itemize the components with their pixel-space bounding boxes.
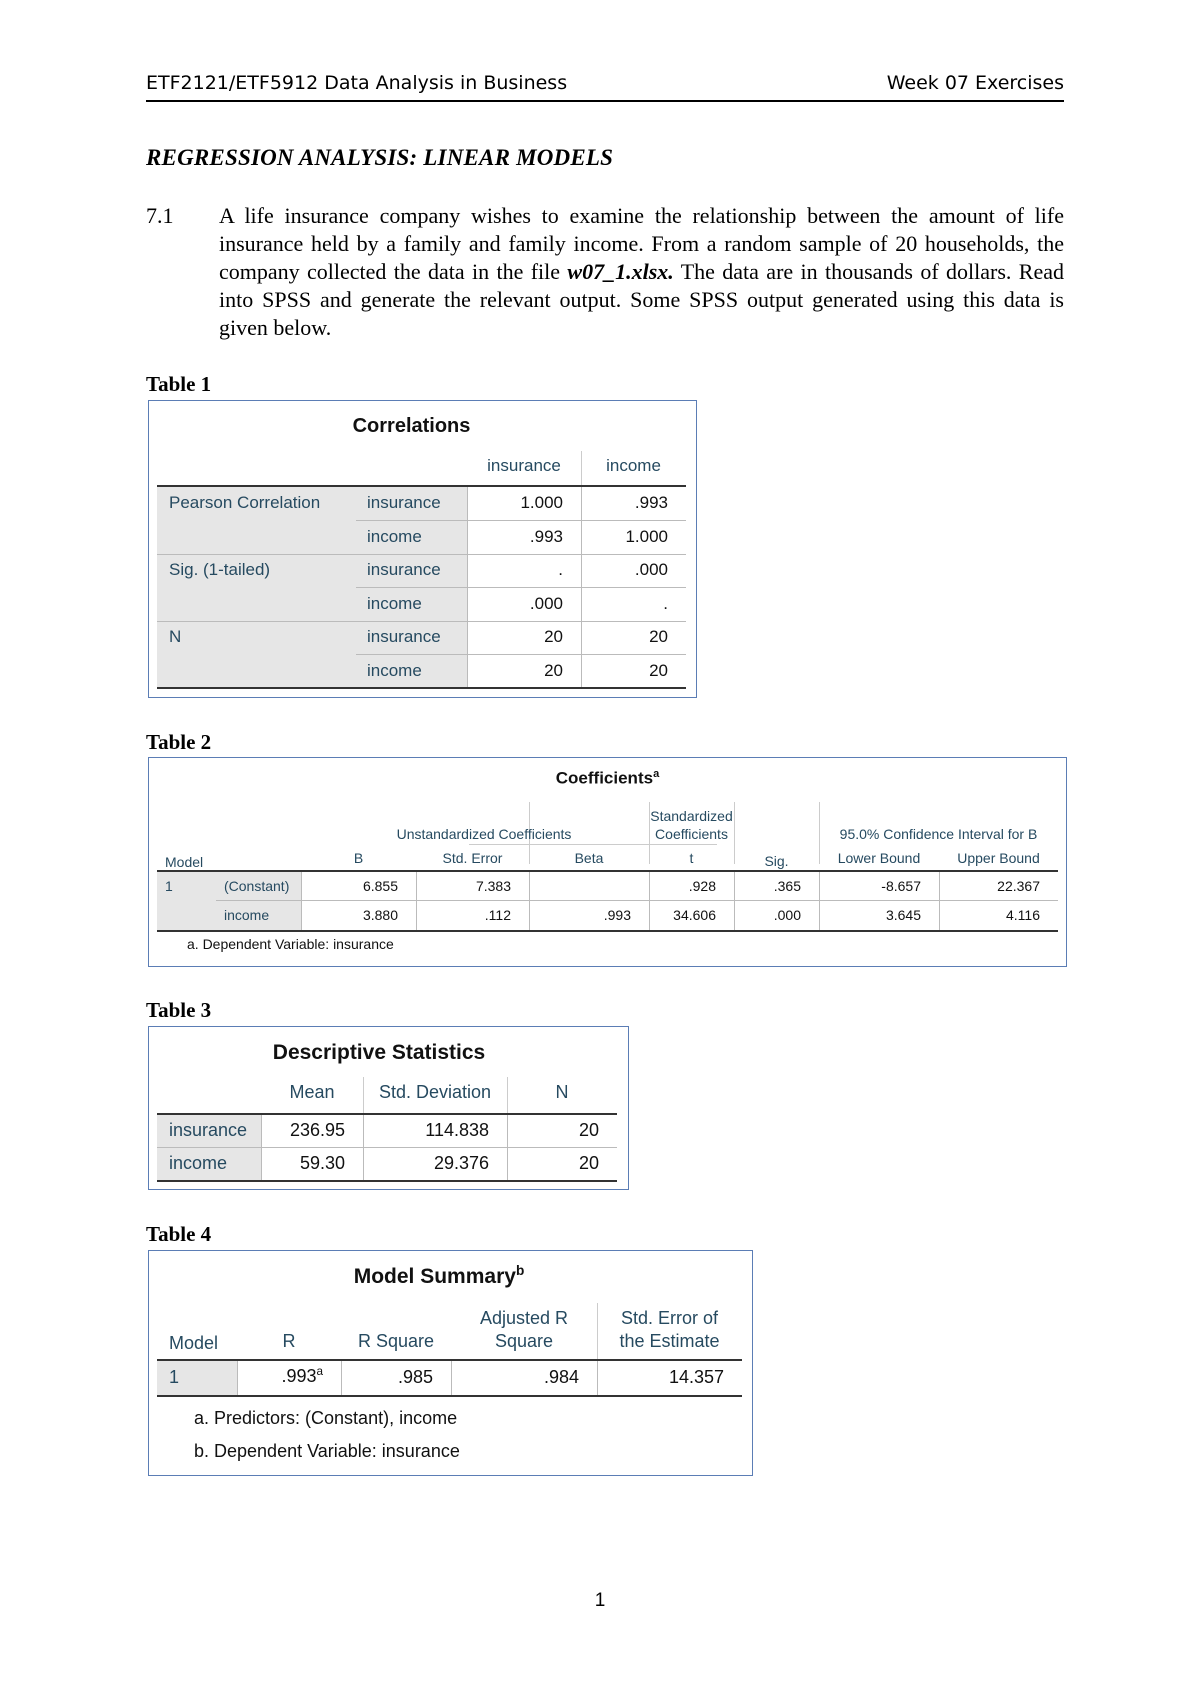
descriptive-statistics-table [148, 1026, 629, 1190]
header-beta: Beta [574, 850, 604, 866]
table-cell: . [663, 594, 668, 613]
header-lower-bound: Lower Bound [837, 850, 921, 866]
section-title: REGRESSION ANALYSIS: LINEAR MODELS [146, 145, 614, 170]
header-unstandardized: Unstandardized Coefficients [396, 826, 572, 842]
table-cell: 20 [544, 627, 563, 646]
coefficients-title: Coefficients$^a$ [555, 768, 660, 788]
row-label: income [224, 907, 270, 923]
course-title: ETF2121/ETF5912 Data Analysis in Business [146, 72, 568, 94]
header-adjusted-1: Adjusted R [479, 1308, 569, 1328]
table4-label: Table 4 [146, 1222, 212, 1246]
group-sig: Sig. (1-tailed) [169, 560, 271, 579]
table-cell: 20 [649, 661, 668, 680]
week-label: Week 07 Exercises [886, 72, 1064, 94]
table-cell: 1.000 [625, 527, 668, 546]
table-cell: 7.383 [475, 878, 511, 894]
col-header-insurance: insurance [487, 456, 561, 475]
data-file-name: w07_1.xlsx. [567, 259, 674, 284]
row-sub-label: insurance [367, 627, 441, 646]
correlations-table [148, 400, 697, 698]
header-upper-bound: Upper Bound [957, 850, 1040, 866]
table-cell-r: .993$^a$ [281, 1365, 323, 1386]
header-sig: Sig. [764, 853, 789, 869]
col-header-std-dev: Std. Deviation [378, 1082, 492, 1102]
table-cell: .993 [529, 527, 563, 546]
table-cell: .000 [529, 594, 563, 613]
table-cell: 14.357 [668, 1367, 724, 1387]
row-label: insurance [169, 1120, 248, 1140]
table-cell: .112 [484, 907, 511, 923]
group-n: N [169, 627, 182, 646]
table-cell: 6.855 [362, 878, 398, 894]
footnote-a: a. Predictors: (Constant), income [194, 1408, 458, 1428]
row-sub-label: insurance [367, 560, 441, 579]
table-cell: .000 [634, 560, 668, 579]
row-label: income [169, 1153, 228, 1173]
header-std-error-1: Std. Error of [620, 1308, 719, 1328]
row-sub-label: income [367, 661, 422, 680]
table-cell: .000 [773, 907, 801, 923]
footnote-b: b. Dependent Variable: insurance [194, 1441, 460, 1461]
table2-label: Table 2 [146, 730, 212, 754]
header-adjusted-2: Square [494, 1331, 554, 1351]
table-cell: 1.000 [520, 493, 563, 512]
row-sub-label: income [367, 594, 422, 613]
model-summary-title: Model Summary$^b$ [353, 1263, 525, 1288]
table-cell: . [558, 560, 563, 579]
row-sub-label: income [367, 527, 422, 546]
question-text-after: The data are in thousands of dollars. Read into SPSS and generate the relevant output. Some SPSS output generated using this data is given below. [219, 259, 1064, 340]
coefficients-footnote: a. Dependent Variable: insurance [187, 936, 394, 952]
table-cell: 4.116 [1006, 907, 1040, 923]
col-header-income: income [606, 456, 661, 475]
table-cell: 34.606 [673, 907, 716, 923]
table-cell: -8.657 [881, 878, 921, 894]
col-header-mean: Mean [289, 1082, 335, 1102]
table-cell: 59.30 [299, 1153, 345, 1173]
table-cell: .985 [397, 1367, 433, 1387]
page-header [146, 70, 1064, 102]
question-text [219, 202, 1064, 342]
row-sub-label: insurance [367, 493, 441, 512]
header-t: t [689, 850, 694, 866]
table-cell: 29.376 [433, 1153, 489, 1173]
question-text-before: A life insurance company wishes to examine the relationship between the amount of life insurance held by a family and family income. From a random sample of 20 households, the company collected the data in the file [219, 203, 1064, 284]
model-summary-table [148, 1250, 753, 1476]
table-cell: 20 [578, 1120, 599, 1140]
header-r: R [282, 1331, 296, 1351]
col-header-n: N [555, 1082, 569, 1102]
table-cell: 22.367 [997, 878, 1040, 894]
page-number: 1 [594, 1590, 606, 1611]
table-cell: 3.880 [362, 907, 398, 923]
model-number: 1 [169, 1367, 180, 1387]
header-r-square: R Square [357, 1331, 435, 1351]
table-cell: .993 [603, 907, 631, 923]
table-cell: .365 [773, 878, 801, 894]
table3-label: Table 3 [146, 998, 212, 1022]
header-b: B [353, 850, 364, 866]
row-label: (Constant) [224, 878, 290, 894]
descriptive-title: Descriptive Statistics [272, 1041, 486, 1064]
table-cell: 20 [544, 661, 563, 680]
table1-label: Table 1 [146, 372, 212, 396]
header-model: Model [169, 1333, 219, 1353]
header-standardized-2: Coefficients [655, 826, 728, 842]
table-cell: .928 [688, 878, 716, 894]
table-cell: 20 [649, 627, 668, 646]
header-standardized-1: Standardized [650, 808, 733, 824]
table-cell: .984 [543, 1367, 579, 1387]
header-model: Model [165, 854, 204, 870]
group-pearson: Pearson Correlation [169, 493, 321, 512]
header-std-error-2: the Estimate [619, 1331, 720, 1351]
header-std-error: Std. Error [442, 850, 503, 866]
correlations-title: Correlations [352, 415, 471, 437]
table-cell: 114.838 [425, 1120, 489, 1140]
question-number: 7.1 [146, 203, 174, 228]
coefficients-table [148, 757, 1067, 967]
table-cell: 20 [578, 1153, 599, 1173]
table-cell: .993 [634, 493, 668, 512]
table-cell: 236.95 [289, 1120, 345, 1140]
header-confidence-interval: 95.0% Confidence Interval for B [839, 826, 1038, 842]
table-cell: 3.645 [885, 907, 921, 923]
model-number: 1 [165, 878, 173, 894]
